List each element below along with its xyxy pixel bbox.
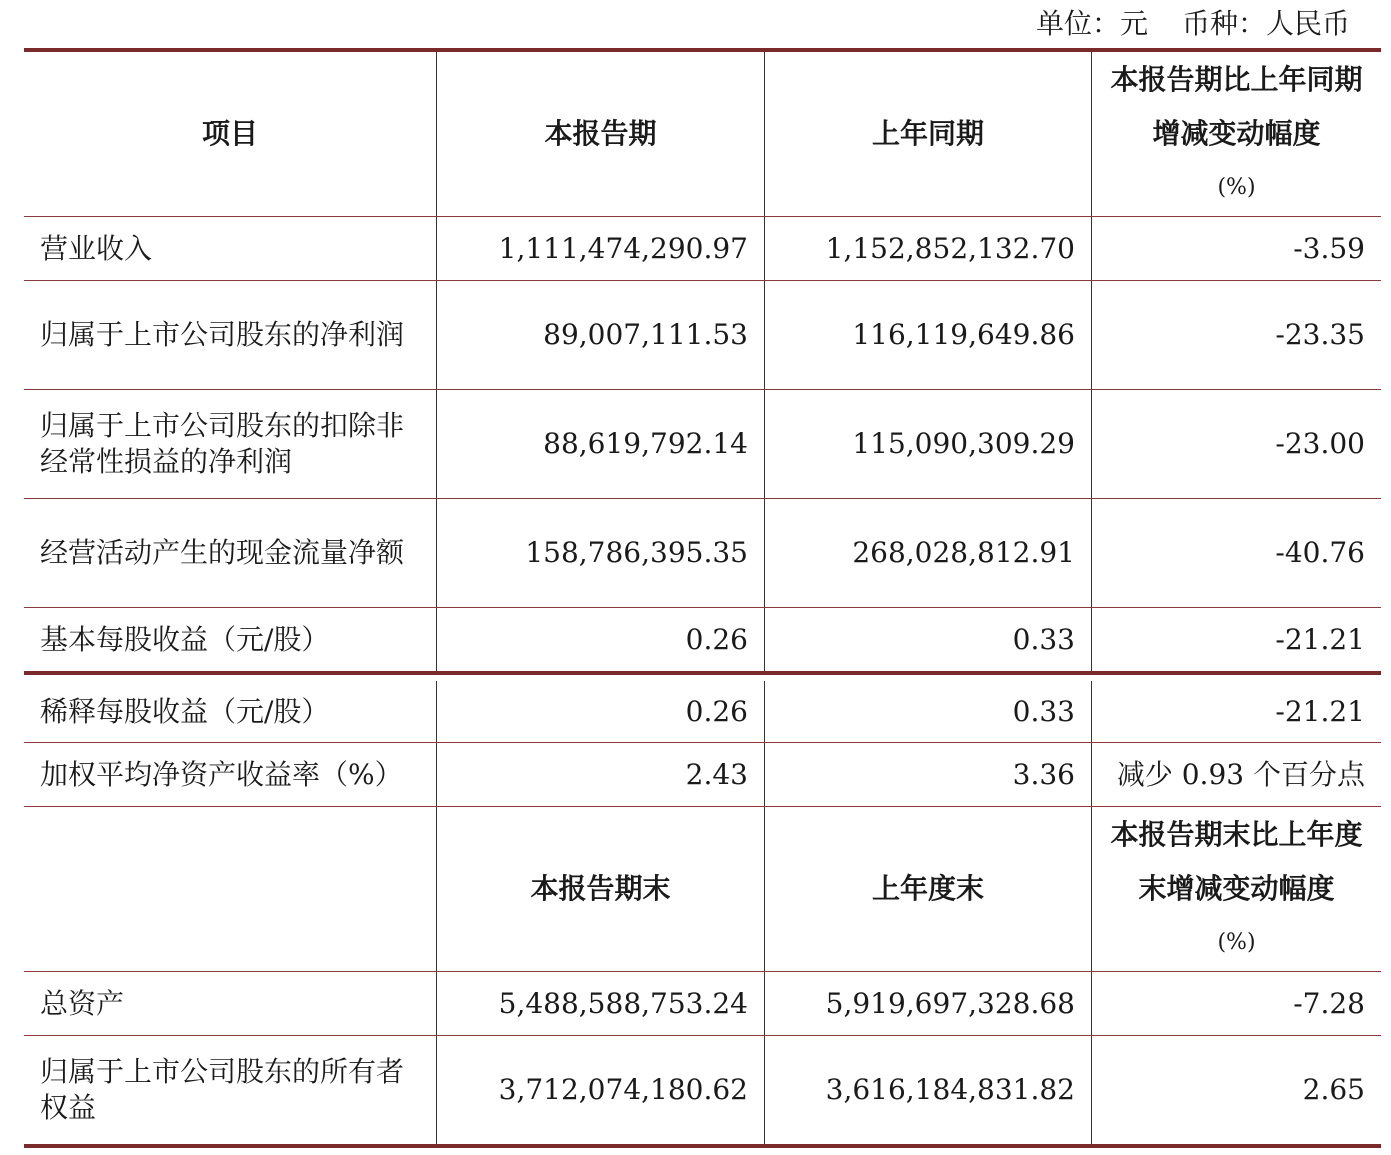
table-bottom-rule: [24, 1144, 1381, 1148]
row-label: 经营活动产生的现金流量净额: [24, 499, 437, 607]
header-item: 项目: [24, 52, 437, 216]
row-current: 2.43: [437, 743, 765, 806]
row-prior: 3.36: [765, 743, 1092, 806]
table-row: [24, 681, 1381, 742]
row-prior: 3,616,184,831.82: [765, 1036, 1092, 1144]
row-change: -7.28: [1293, 986, 1365, 1020]
row-change: -21.21: [1275, 694, 1365, 728]
row-change: 2.65: [1302, 1073, 1365, 1106]
table-header-row: [24, 52, 1381, 216]
row-label: 归属于上市公司股东的扣除非经常性损益的净利润: [24, 390, 437, 498]
header-change-pct: (%): [1217, 175, 1256, 200]
row-label: 总资产: [24, 972, 437, 1035]
row-change: -21.21: [1275, 622, 1365, 656]
header-prior-period: 上年同期: [765, 52, 1092, 216]
table-row: [24, 1036, 1381, 1144]
row-label: 归属于上市公司股东的所有者权益: [24, 1036, 437, 1144]
row-current: 0.26: [437, 681, 765, 742]
row-label: 稀释每股收益（元/股）: [24, 681, 437, 742]
row-current: 158,786,395.35: [437, 499, 765, 607]
row-change: -23.35: [1275, 318, 1365, 351]
row-current: 3,712,074,180.62: [437, 1036, 765, 1144]
row-prior: 1,152,852,132.70: [765, 217, 1092, 280]
row-prior: 0.33: [765, 681, 1092, 742]
unit-currency-line: [0, 6, 1350, 42]
row-change: -3.59: [1293, 231, 1365, 265]
header2-change: [1092, 807, 1381, 971]
header2-change-pct: (%): [1217, 930, 1256, 955]
row-current: 1,111,474,290.97: [437, 217, 765, 280]
row-prior: 115,090,309.29: [765, 390, 1092, 498]
row-change: -40.76: [1275, 536, 1365, 569]
row-current: 88,619,792.14: [437, 390, 765, 498]
header2-change-text: 本报告期末比上年度末增减变动幅度: [1110, 818, 1363, 905]
table-row: [24, 390, 1381, 498]
currency-label: 币种：人民币: [1181, 7, 1350, 40]
table-row: [24, 281, 1381, 389]
row-prior: 5,919,697,328.68: [765, 972, 1092, 1035]
unit-label: 单位：元: [1035, 7, 1148, 40]
header-change-text: 本报告期比上年同期增减变动幅度: [1110, 63, 1363, 150]
table-subheader-row: [24, 807, 1381, 971]
row-current: 5,488,588,753.24: [437, 972, 765, 1035]
row-label: 归属于上市公司股东的净利润: [24, 281, 437, 389]
row-prior: 0.33: [765, 608, 1092, 671]
header-change: [1092, 52, 1381, 216]
table-row: [24, 972, 1381, 1035]
header-period-end: 本报告期末: [437, 807, 765, 971]
row-change: 减少 0.93 个百分点: [1116, 757, 1365, 791]
row-prior: 116,119,649.86: [765, 281, 1092, 389]
financial-table: [24, 48, 1381, 1148]
header2-item: [24, 807, 437, 971]
table-row: [24, 608, 1381, 671]
header-prior-year-end: 上年度末: [765, 807, 1092, 971]
row-label: 基本每股收益（元/股）: [24, 608, 437, 671]
row-change: -23.00: [1275, 427, 1365, 460]
header-current-period: 本报告期: [437, 52, 765, 216]
table-row: [24, 217, 1381, 280]
row-current: 0.26: [437, 608, 765, 671]
row-current: 89,007,111.53: [437, 281, 765, 389]
row-prior: 268,028,812.91: [765, 499, 1092, 607]
table-row: [24, 743, 1381, 806]
row-label: 营业收入: [24, 217, 437, 280]
row-label: 加权平均净资产收益率（%）: [24, 743, 437, 806]
table-row: [24, 499, 1381, 607]
